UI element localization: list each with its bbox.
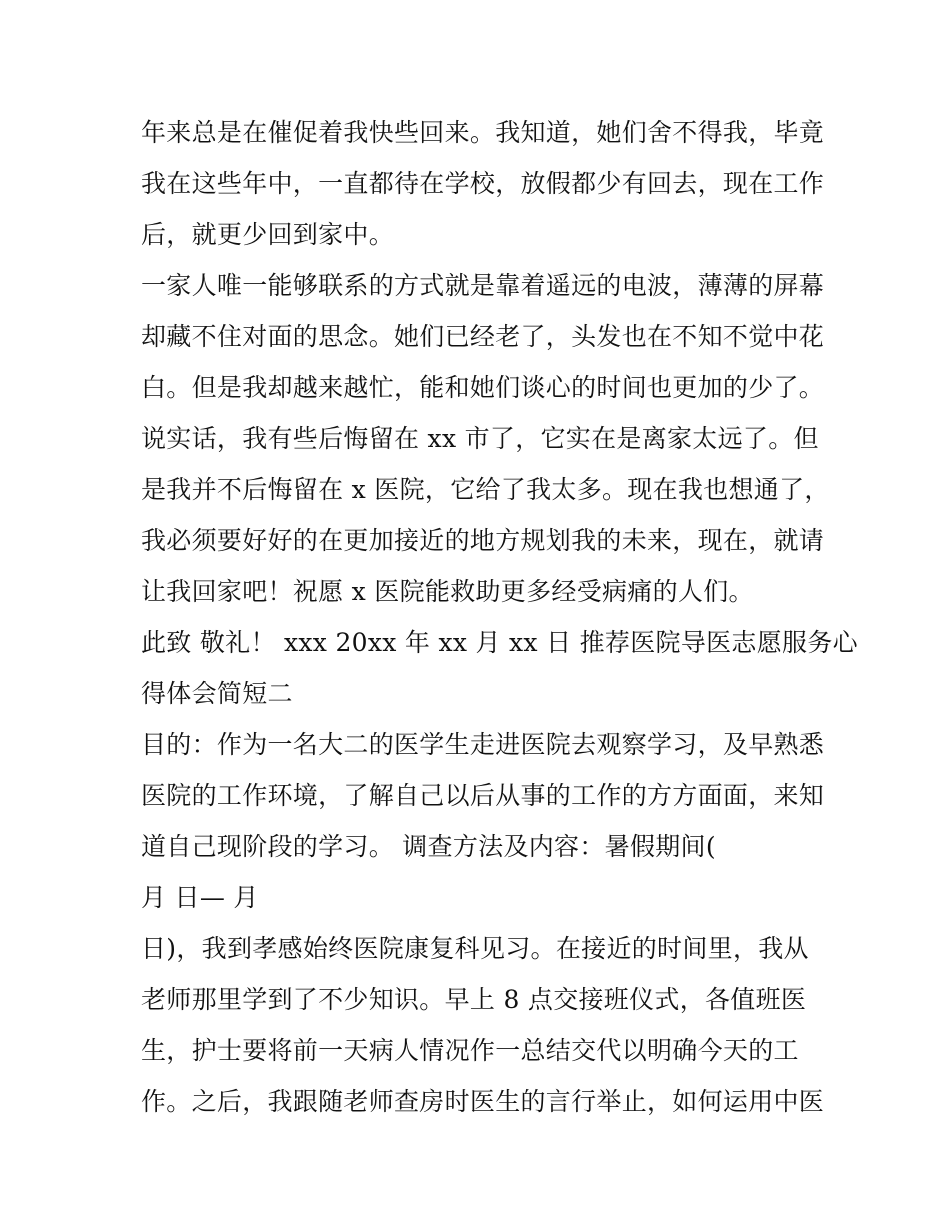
text-line: 后，就更少回到家中。 (141, 220, 395, 249)
text-line: 道自己现阶段的学习。 调查方法及内容：暑假期间( (141, 832, 716, 861)
text-line: 年来总是在催促着我快些回来。我知道，她们舍不得我，毕竟 (141, 118, 825, 147)
text-line: 说实话，我有些后悔留在 xx 市了，它实在是离家太远了。但 (141, 424, 819, 453)
text-line: 此致 敬礼！ xxx 20xx 年 xx 月 xx 日 推荐医院导医志愿服务心 (141, 628, 858, 657)
text-line: 目的：作为一名大二的医学生走进医院去观察学习，及早熟悉 (141, 730, 825, 759)
body-text (141, 107, 858, 1127)
text-line: 老师那里学到了不少知识。早上 8 点交接班仪式，各值班医 (141, 985, 807, 1014)
text-line: 我在这些年中，一直都待在学校，放假都少有回去，现在工作 (141, 169, 825, 198)
text-line: 一家人唯一能够联系的方式就是靠着遥远的电波，薄薄的屏幕 (141, 271, 825, 300)
text-line: 医院的工作环境，了解自己以后从事的工作的方方面面，来知 (141, 781, 825, 810)
text-line: 生，护士要将前一天病人情况作一总结交代以明确今天的工 (141, 1036, 799, 1065)
text-line: 白。但是我却越来越忙，能和她们谈心的时间也更加的少了。 (141, 373, 825, 402)
text-line: 得体会简短二 (141, 679, 293, 708)
text-line: 日)，我到孝感始终医院康复科见习。在接近的时间里，我从 (141, 934, 809, 963)
text-line: 我必须要好好的在更加接近的地方规划我的未来，现在，就请 (141, 526, 825, 555)
text-line: 让我回家吧！祝愿 x 医院能救助更多经受病痛的人们。 (141, 577, 754, 606)
text-line: 是我并不后悔留在 x 医院，它给了我太多。现在我也想通了， (141, 475, 830, 504)
text-line: 月 日— 月 (141, 883, 259, 912)
text-line: 却藏不住对面的思念。她们已经老了，头发也在不知不觉中花 (141, 322, 825, 351)
text-line: 作。之后，我跟随老师查房时医生的言行举止，如何运用中医 (141, 1087, 825, 1116)
